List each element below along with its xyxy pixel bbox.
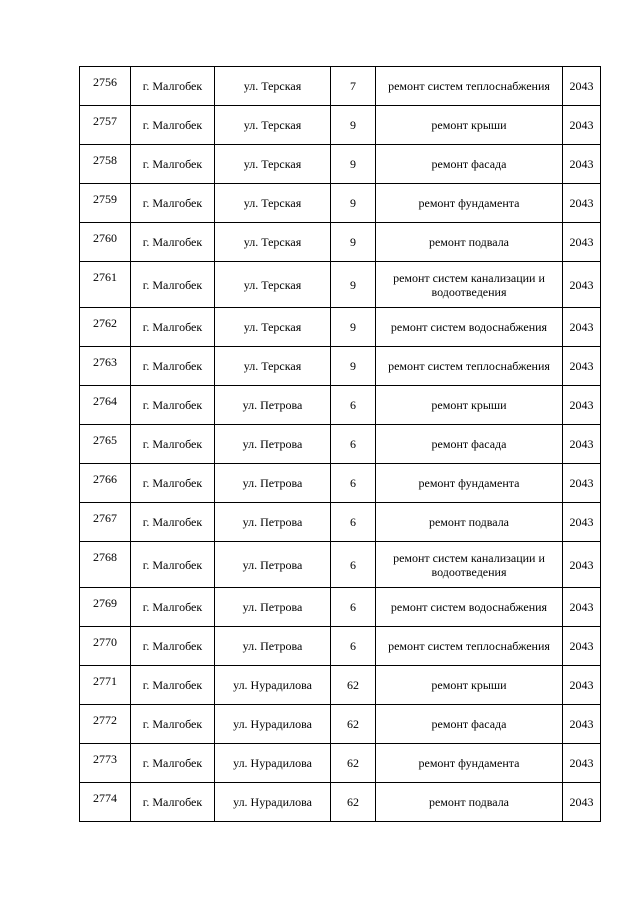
- street-cell: ул. Петрова: [215, 503, 331, 542]
- row-number-cell: [80, 106, 131, 145]
- year-cell: 2043: [563, 425, 601, 464]
- work-type-cell: ремонт систем теплоснабжения: [376, 67, 563, 106]
- city-cell: г. Малгобек: [131, 262, 215, 308]
- street-cell: ул. Нурадилова: [215, 705, 331, 744]
- row-number-label: 2773: [93, 752, 117, 766]
- row-number-cell: [80, 262, 131, 308]
- street-cell: ул. Петрова: [215, 542, 331, 588]
- row-number-label: 2767: [93, 511, 117, 525]
- city-cell: г. Малгобек: [131, 145, 215, 184]
- row-number-cell: [80, 542, 131, 588]
- city-cell: г. Малгобек: [131, 386, 215, 425]
- row-number-cell: [80, 705, 131, 744]
- city-cell: г. Малгобек: [131, 744, 215, 783]
- table-row: [80, 223, 601, 262]
- street-cell: ул. Петрова: [215, 425, 331, 464]
- row-number-label: 2774: [93, 791, 117, 805]
- row-number-label: 2761: [93, 270, 117, 284]
- work-type-cell: ремонт крыши: [376, 666, 563, 705]
- row-number-cell: [80, 67, 131, 106]
- table-row: [80, 464, 601, 503]
- work-type-cell: ремонт систем канализации и водоотведения: [376, 542, 563, 588]
- house-number-cell: 9: [331, 347, 376, 386]
- work-type-cell: ремонт систем водоснабжения: [376, 308, 563, 347]
- work-type-cell: ремонт фасада: [376, 425, 563, 464]
- table-row: [80, 308, 601, 347]
- year-cell: 2043: [563, 223, 601, 262]
- row-number-label: 2759: [93, 192, 117, 206]
- row-number-label: 2769: [93, 596, 117, 610]
- year-cell: 2043: [563, 308, 601, 347]
- table-row: [80, 744, 601, 783]
- row-number-cell: [80, 666, 131, 705]
- year-cell: 2043: [563, 744, 601, 783]
- house-number-cell: 6: [331, 588, 376, 627]
- house-number-cell: 9: [331, 106, 376, 145]
- row-number-label: 2764: [93, 394, 117, 408]
- row-number-cell: [80, 464, 131, 503]
- table-row: [80, 542, 601, 588]
- city-cell: г. Малгобек: [131, 464, 215, 503]
- year-cell: 2043: [563, 347, 601, 386]
- street-cell: ул. Петрова: [215, 588, 331, 627]
- row-number-label: 2763: [93, 355, 117, 369]
- row-number-label: 2768: [93, 550, 117, 564]
- street-cell: ул. Терская: [215, 145, 331, 184]
- work-type-cell: ремонт фундамента: [376, 744, 563, 783]
- work-type-cell: ремонт систем теплоснабжения: [376, 347, 563, 386]
- work-type-cell: ремонт подвала: [376, 783, 563, 822]
- table-row: [80, 425, 601, 464]
- street-cell: ул. Терская: [215, 67, 331, 106]
- city-cell: г. Малгобек: [131, 783, 215, 822]
- city-cell: г. Малгобек: [131, 106, 215, 145]
- year-cell: 2043: [563, 627, 601, 666]
- city-cell: г. Малгобек: [131, 308, 215, 347]
- city-cell: г. Малгобек: [131, 67, 215, 106]
- work-type-cell: ремонт крыши: [376, 106, 563, 145]
- table-row: [80, 106, 601, 145]
- row-number-label: 2771: [93, 674, 117, 688]
- row-number-cell: [80, 223, 131, 262]
- city-cell: г. Малгобек: [131, 223, 215, 262]
- house-number-cell: 62: [331, 705, 376, 744]
- year-cell: 2043: [563, 106, 601, 145]
- work-type-cell: ремонт крыши: [376, 386, 563, 425]
- city-cell: г. Малгобек: [131, 588, 215, 627]
- year-cell: 2043: [563, 262, 601, 308]
- house-number-cell: 9: [331, 308, 376, 347]
- house-number-cell: 9: [331, 145, 376, 184]
- city-cell: г. Малгобек: [131, 425, 215, 464]
- year-cell: 2043: [563, 666, 601, 705]
- street-cell: ул. Нурадилова: [215, 783, 331, 822]
- year-cell: 2043: [563, 184, 601, 223]
- repair-schedule-table: [79, 66, 601, 822]
- year-cell: 2043: [563, 783, 601, 822]
- row-number-cell: [80, 308, 131, 347]
- city-cell: г. Малгобек: [131, 503, 215, 542]
- table-row: [80, 783, 601, 822]
- street-cell: ул. Терская: [215, 106, 331, 145]
- row-number-label: 2765: [93, 433, 117, 447]
- city-cell: г. Малгобек: [131, 184, 215, 223]
- work-type-cell: ремонт фасада: [376, 705, 563, 744]
- work-type-cell: ремонт систем теплоснабжения: [376, 627, 563, 666]
- table-row: [80, 705, 601, 744]
- row-number-cell: [80, 145, 131, 184]
- house-number-cell: 6: [331, 386, 376, 425]
- row-number-cell: [80, 386, 131, 425]
- work-type-cell: ремонт подвала: [376, 223, 563, 262]
- row-number-label: 2772: [93, 713, 117, 727]
- street-cell: ул. Терская: [215, 223, 331, 262]
- work-type-cell: ремонт фундамента: [376, 464, 563, 503]
- house-number-cell: 62: [331, 666, 376, 705]
- street-cell: ул. Петрова: [215, 627, 331, 666]
- row-number-cell: [80, 783, 131, 822]
- work-type-cell: ремонт фасада: [376, 145, 563, 184]
- house-number-cell: 62: [331, 783, 376, 822]
- city-cell: г. Малгобек: [131, 705, 215, 744]
- year-cell: 2043: [563, 705, 601, 744]
- street-cell: ул. Петрова: [215, 464, 331, 503]
- city-cell: г. Малгобек: [131, 627, 215, 666]
- row-number-cell: [80, 503, 131, 542]
- row-number-label: 2756: [93, 75, 117, 89]
- row-number-cell: [80, 744, 131, 783]
- street-cell: ул. Терская: [215, 308, 331, 347]
- table-row: [80, 386, 601, 425]
- street-cell: ул. Терская: [215, 262, 331, 308]
- work-type-cell: ремонт фундамента: [376, 184, 563, 223]
- table-row: [80, 347, 601, 386]
- row-number-cell: [80, 588, 131, 627]
- row-number-cell: [80, 425, 131, 464]
- row-number-cell: [80, 627, 131, 666]
- year-cell: 2043: [563, 386, 601, 425]
- year-cell: 2043: [563, 503, 601, 542]
- house-number-cell: 6: [331, 627, 376, 666]
- year-cell: 2043: [563, 145, 601, 184]
- house-number-cell: 62: [331, 744, 376, 783]
- street-cell: ул. Нурадилова: [215, 666, 331, 705]
- house-number-cell: 9: [331, 223, 376, 262]
- work-type-cell: ремонт систем канализации и водоотведения: [376, 262, 563, 308]
- street-cell: ул. Нурадилова: [215, 744, 331, 783]
- row-number-label: 2758: [93, 153, 117, 167]
- house-number-cell: 6: [331, 542, 376, 588]
- table-row: [80, 262, 601, 308]
- work-type-cell: ремонт подвала: [376, 503, 563, 542]
- table-row: [80, 588, 601, 627]
- city-cell: г. Малгобек: [131, 666, 215, 705]
- table-body: [80, 67, 601, 822]
- table-row: [80, 145, 601, 184]
- year-cell: 2043: [563, 588, 601, 627]
- house-number-cell: 7: [331, 67, 376, 106]
- street-cell: ул. Петрова: [215, 386, 331, 425]
- table-row: [80, 184, 601, 223]
- year-cell: 2043: [563, 542, 601, 588]
- year-cell: 2043: [563, 67, 601, 106]
- house-number-cell: 9: [331, 184, 376, 223]
- work-type-cell: ремонт систем водоснабжения: [376, 588, 563, 627]
- table-row: [80, 503, 601, 542]
- table-row: [80, 67, 601, 106]
- row-number-label: 2760: [93, 231, 117, 245]
- row-number-label: 2770: [93, 635, 117, 649]
- table-row: [80, 627, 601, 666]
- house-number-cell: 6: [331, 425, 376, 464]
- year-cell: 2043: [563, 464, 601, 503]
- city-cell: г. Малгобек: [131, 347, 215, 386]
- table-row: [80, 666, 601, 705]
- row-number-label: 2757: [93, 114, 117, 128]
- row-number-label: 2762: [93, 316, 117, 330]
- row-number-cell: [80, 347, 131, 386]
- house-number-cell: 6: [331, 503, 376, 542]
- row-number-cell: [80, 184, 131, 223]
- row-number-label: 2766: [93, 472, 117, 486]
- house-number-cell: 9: [331, 262, 376, 308]
- city-cell: г. Малгобек: [131, 542, 215, 588]
- street-cell: ул. Терская: [215, 347, 331, 386]
- house-number-cell: 6: [331, 464, 376, 503]
- street-cell: ул. Терская: [215, 184, 331, 223]
